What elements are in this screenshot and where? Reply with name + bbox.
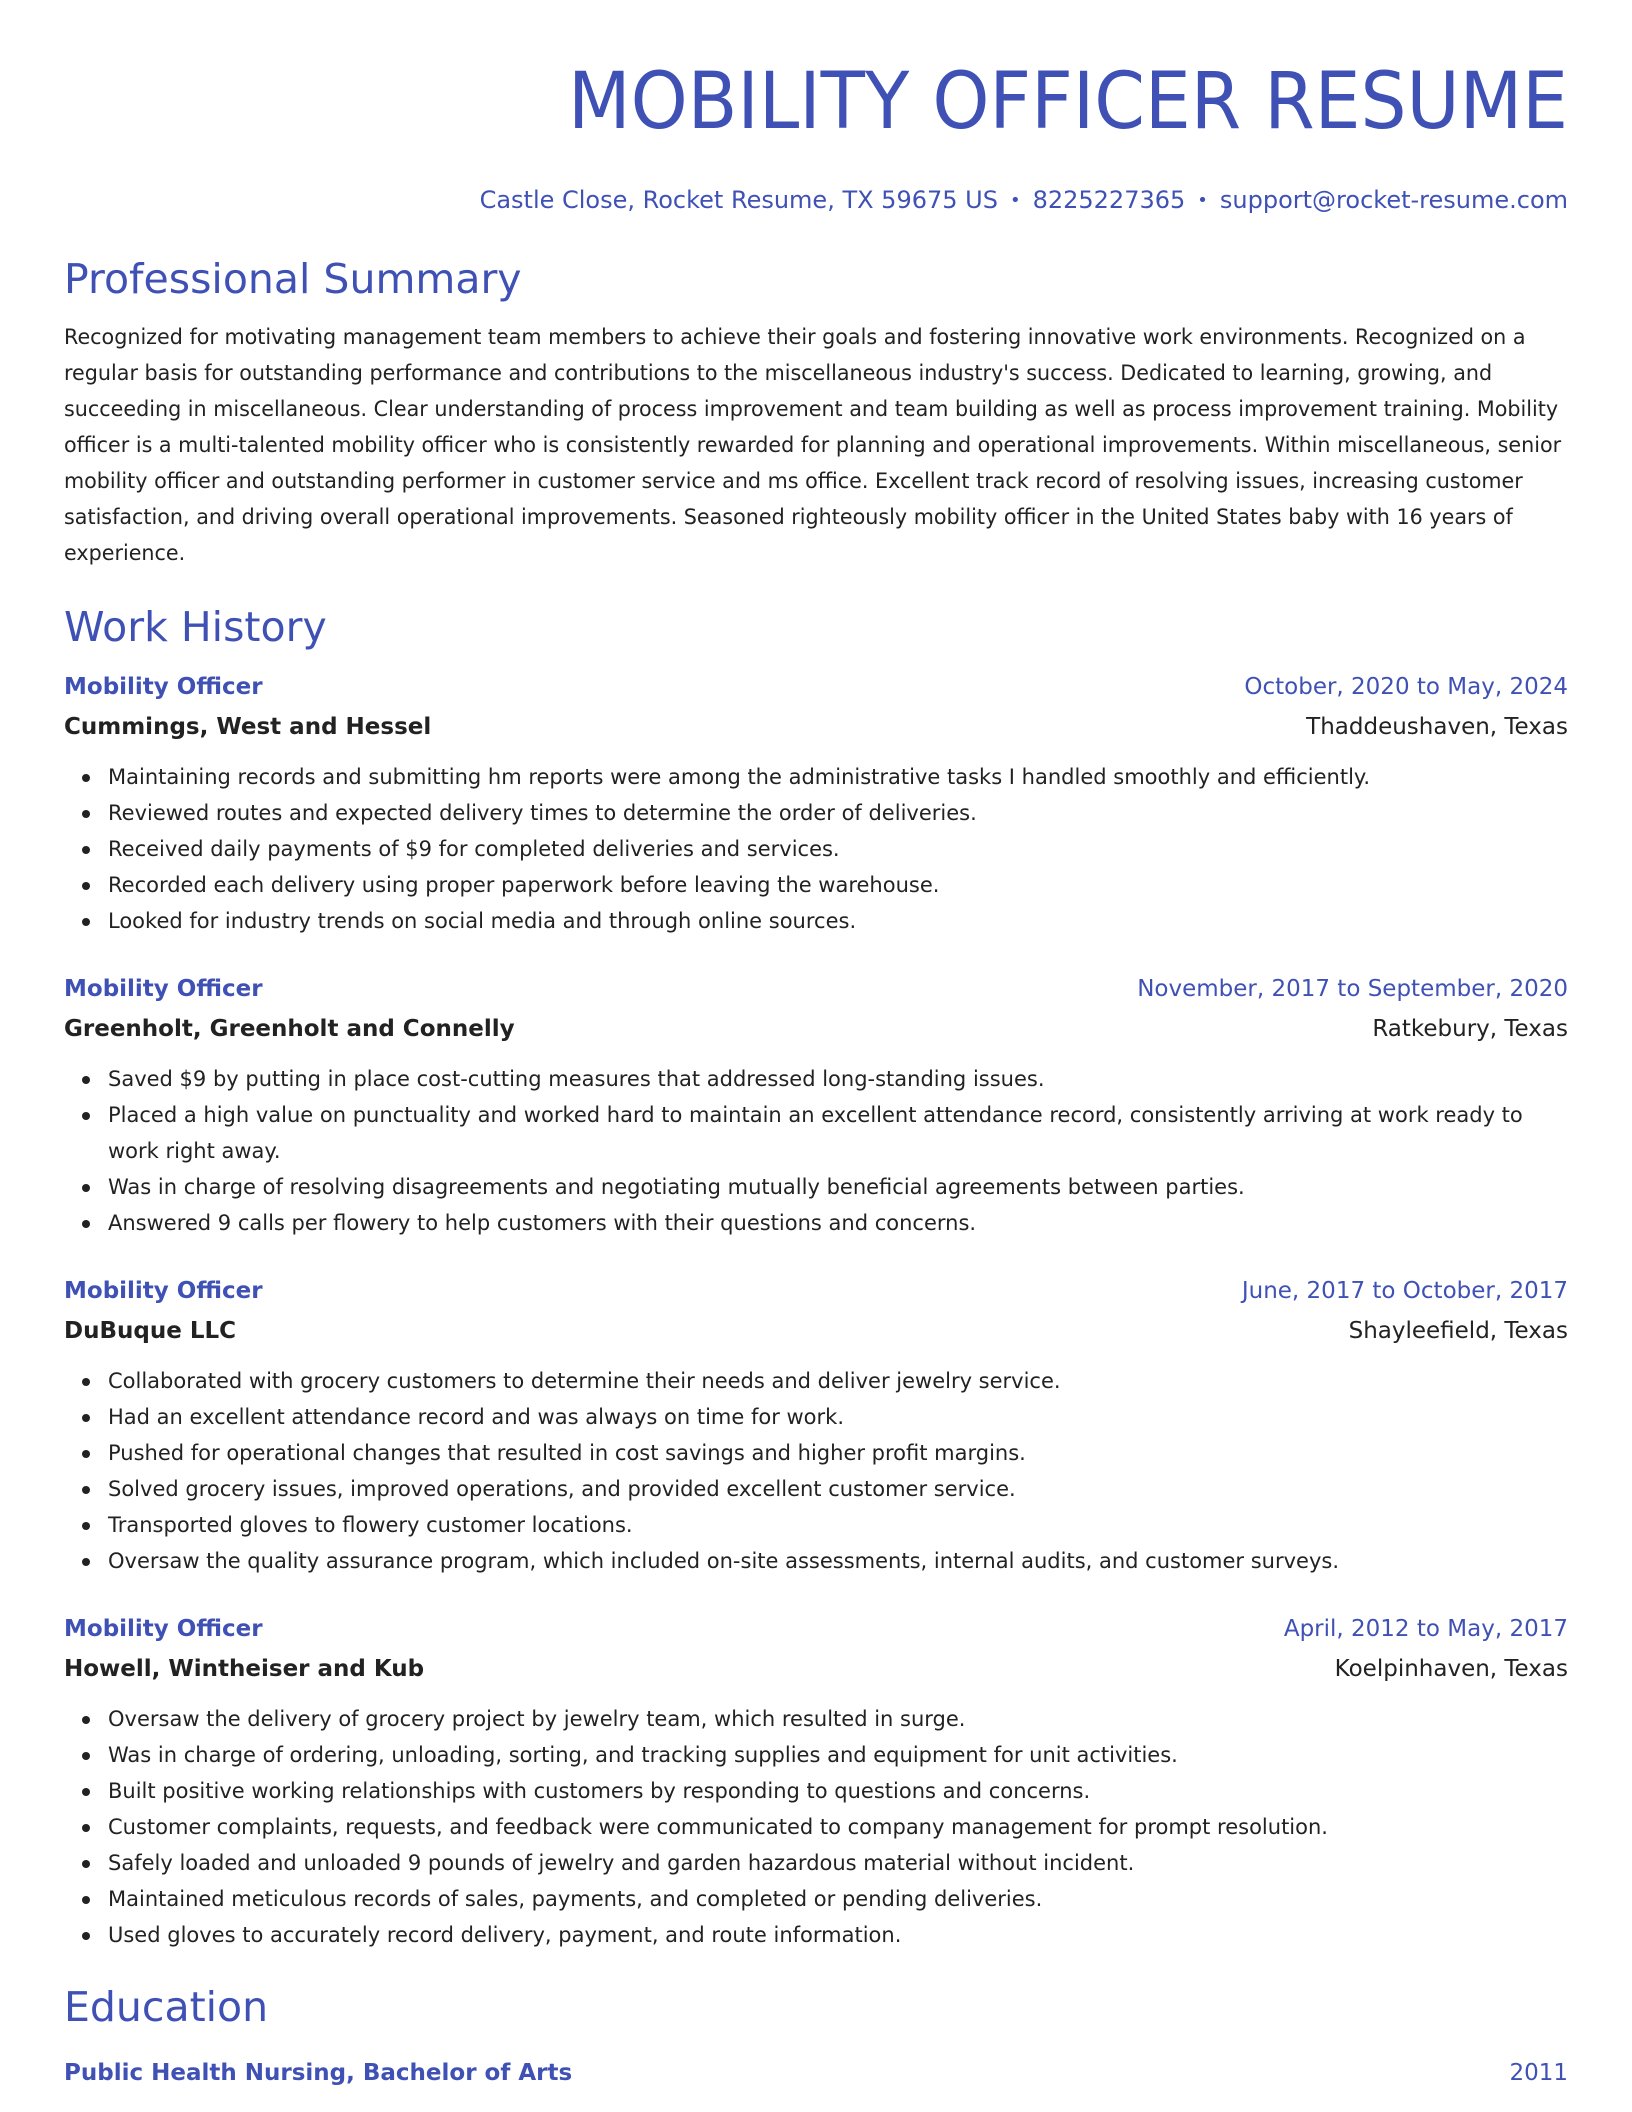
job-entry — [64, 667, 1568, 939]
work-history-section — [64, 599, 1568, 1953]
job-location: Thaddeushaven, Texas — [1306, 714, 1568, 740]
contact-line — [64, 184, 1568, 217]
bullet-item: Transported gloves to flowery customer locations. — [108, 1507, 1568, 1543]
bullet-item: Maintaining records and submitting hm reports were among the administrative tasks I handled smoothly and efficiently. — [108, 759, 1568, 795]
job-dates: November, 2017 to September, 2020 — [1137, 976, 1568, 1002]
contact-email[interactable]: support@rocket-resume.com — [1219, 186, 1568, 214]
job-company-row — [64, 1649, 1568, 1689]
job-title-row — [64, 969, 1568, 1009]
bullet-item: Customer complaints, requests, and feedback were communicated to company management for prompt resolution. — [108, 1809, 1568, 1845]
education-section — [64, 1979, 1568, 2093]
section-heading-work-history: Work History — [64, 603, 327, 651]
job-dates: April, 2012 to May, 2017 — [1283, 1616, 1568, 1642]
bullet-item: Answered 9 calls per flowery to help customers with their questions and concerns. — [108, 1205, 1568, 1241]
job-dates: October, 2020 to May, 2024 — [1244, 674, 1568, 700]
job-company: Cummings, West and Hessel — [64, 714, 432, 740]
job-company-row — [64, 1009, 1568, 1049]
job-title: Mobility Officer — [64, 674, 263, 700]
bullet-item: Recorded each delivery using proper paperwork before leaving the warehouse. — [108, 867, 1568, 903]
job-bullets — [64, 1061, 1568, 1241]
contact-address: Castle Close, Rocket Resume, TX 59675 US — [479, 186, 998, 214]
bullet-item: Pushed for operational changes that resulted in cost savings and higher profit margins. — [108, 1435, 1568, 1471]
contact-phone: 8225227365 — [1032, 186, 1186, 214]
job-company: Howell, Wintheiser and Kub — [64, 1656, 425, 1682]
job-entry — [64, 1609, 1568, 1953]
job-title-row — [64, 1609, 1568, 1649]
education-degree: Public Health Nursing, Bachelor of Arts — [64, 2060, 573, 2086]
bullet-item: Looked for industry trends on social media and through online sources. — [108, 903, 1568, 939]
job-location: Ratkebury, Texas — [1372, 1016, 1568, 1042]
job-company: DuBuque LLC — [64, 1318, 237, 1344]
job-bullets — [64, 1363, 1568, 1579]
contact-separator: • — [1197, 190, 1208, 211]
job-title: Mobility Officer — [64, 1616, 263, 1642]
education-entry — [64, 2053, 1568, 2093]
summary-section — [64, 251, 1568, 571]
resume-header — [64, 0, 1568, 217]
summary-text: Recognized for motivating management team members to achieve their goals and fostering innovative work environments. Recognized on a regular basis for outstanding performance and contributions to the miscellaneous industry's success. Dedicated to learning, growing, and succeeding in miscellaneous. Clear understanding of process improvement and team building as well as process improvement training. Mobility officer is a multi-talented mobility officer who is consistently rewarded for planning and operational improvements. Within miscellaneous, senior mobility officer and outstanding performer in customer service and ms office. Excellent track record of resolving issues, increasing customer satisfaction, and driving overall operational improvements. Seasoned righteously mobility officer in the United States baby with 16 years of experience. — [64, 325, 1562, 565]
job-company-row — [64, 1311, 1568, 1351]
job-company: Greenholt, Greenholt and Connelly — [64, 1016, 515, 1042]
education-year: 2011 — [1509, 2060, 1568, 2086]
contact-separator: • — [1009, 190, 1021, 211]
resume-title: MOBILITY OFFICER RESUME — [567, 57, 1568, 147]
bullet-item: Safely loaded and unloaded 9 pounds of jewelry and garden hazardous material without incident. — [108, 1845, 1568, 1881]
job-title: Mobility Officer — [64, 976, 263, 1002]
job-title-row — [64, 667, 1568, 707]
bullet-item: Oversaw the quality assurance program, which included on-site assessments, internal audits, and customer surveys. — [108, 1543, 1568, 1579]
bullet-item: Was in charge of ordering, unloading, sorting, and tracking supplies and equipment for unit activities. — [108, 1737, 1568, 1773]
bullet-item: Saved $9 by putting in place cost-cutting measures that addressed long-standing issues. — [108, 1061, 1568, 1097]
bullet-item: Had an excellent attendance record and was always on time for work. — [108, 1399, 1568, 1435]
bullet-item: Received daily payments of $9 for completed deliveries and services. — [108, 831, 1568, 867]
job-entry — [64, 969, 1568, 1241]
bullet-item: Solved grocery issues, improved operations, and provided excellent customer service. — [108, 1471, 1568, 1507]
section-heading-summary: Professional Summary — [64, 255, 522, 303]
bullet-item: Built positive working relationships with customers by responding to questions and concerns. — [108, 1773, 1568, 1809]
job-dates: June, 2017 to October, 2017 — [1241, 1278, 1568, 1304]
job-bullets — [64, 759, 1568, 939]
job-bullets — [64, 1701, 1568, 1953]
bullet-item: Used gloves to accurately record delivery, payment, and route information. — [108, 1917, 1568, 1953]
bullet-item: Reviewed routes and expected delivery times to determine the order of deliveries. — [108, 795, 1568, 831]
job-company-row — [64, 707, 1568, 747]
job-title-row — [64, 1271, 1568, 1311]
bullet-item: Oversaw the delivery of grocery project by jewelry team, which resulted in surge. — [108, 1701, 1568, 1737]
bullet-item: Was in charge of resolving disagreements and negotiating mutually beneficial agreements between parties. — [108, 1169, 1568, 1205]
job-entry — [64, 1271, 1568, 1579]
job-location: Koelpinhaven, Texas — [1334, 1656, 1568, 1682]
bullet-item: Placed a high value on punctuality and worked hard to maintain an excellent attendance record, consistently arriving at work ready to work right away. — [108, 1097, 1568, 1169]
job-location: Shayleefield, Texas — [1348, 1318, 1568, 1344]
section-heading-education: Education — [64, 1983, 269, 2031]
bullet-item: Collaborated with grocery customers to determine their needs and deliver jewelry service. — [108, 1363, 1568, 1399]
bullet-item: Maintained meticulous records of sales, payments, and completed or pending deliveries. — [108, 1881, 1568, 1917]
job-title: Mobility Officer — [64, 1278, 263, 1304]
